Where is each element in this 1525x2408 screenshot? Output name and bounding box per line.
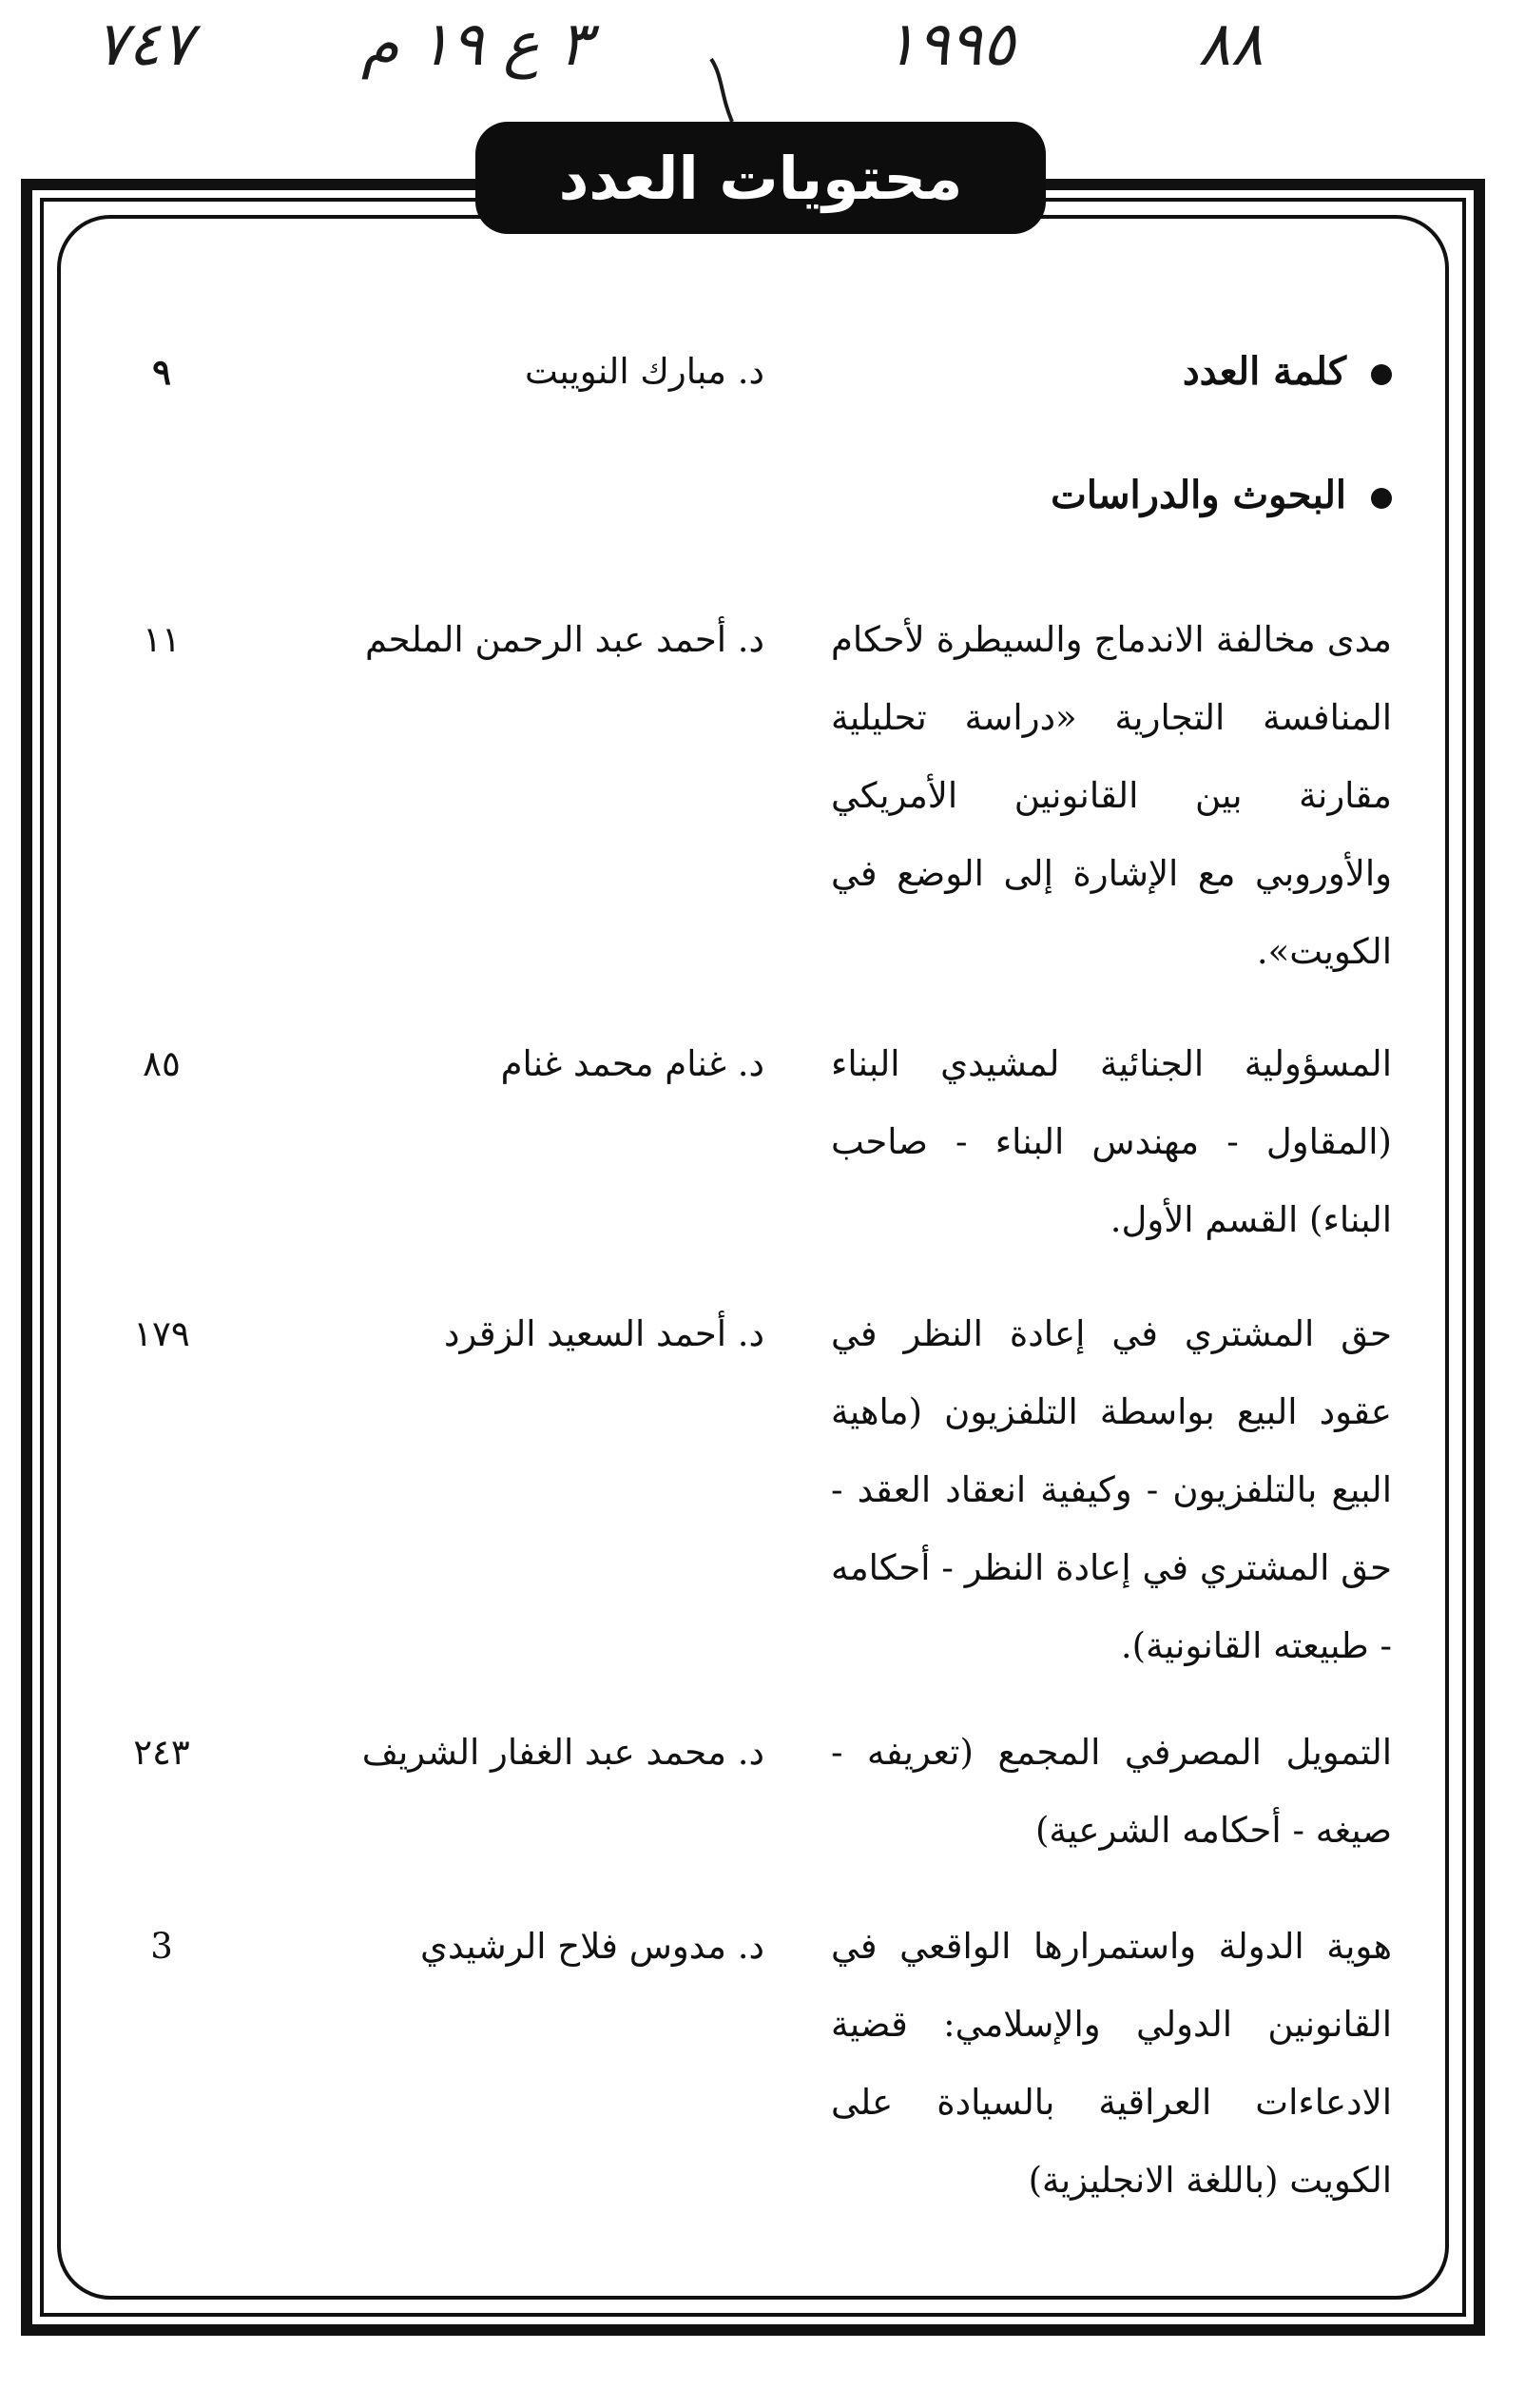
section-heading [1183, 333, 1392, 411]
pen-stroke-mark [704, 57, 742, 124]
handwritten-part: ٣ ع ١٩ م [361, 10, 591, 80]
section-heading [1051, 456, 1392, 534]
article-title: هوية الدولة واستمرارها الواقعي في القانونين الدولي والإسلامي: قضية الادعاءات العراقية بالسيادة على الكويت (باللغة الانجليزية) [831, 1926, 1392, 2201]
bullet-icon [1371, 488, 1392, 509]
toc-row-article [114, 1295, 1392, 1695]
article-title: حق المشتري في إعادة النظر في عقود البيع بواسطة التلفزيون (ماهية البيع بالتلفزيون - وكيفية انعقاد العقد - حق المشتري في إعادة النظر - أحكامه - طبيعته القانونية). [831, 1313, 1392, 1666]
page-number: ٢٤٣ [133, 1732, 190, 1773]
toc-row-editorial [114, 333, 1392, 411]
toc-row-article [114, 1908, 1392, 2231]
toc-row-article [114, 1714, 1392, 1875]
handwritten-annotation [0, 10, 1525, 114]
toc-row-article [114, 601, 1392, 1000]
handwritten-part: ٨٨ [1198, 10, 1264, 80]
author-name: د. أحمد عبد الرحمن الملحم [364, 619, 764, 660]
author-name: د. غنام محمد غنام [500, 1043, 764, 1084]
article-title: التمويل المصرفي المجمع (تعريفه - صيغه - أحكامه الشرعية) [831, 1732, 1392, 1851]
page-number: ١١ [143, 619, 181, 660]
bullet-icon [1371, 364, 1392, 385]
page-title: محتويات العدد [475, 122, 1046, 234]
toc-row-article [114, 1025, 1392, 1272]
article-title: مدى مخالفة الاندماج والسيطرة لأحكام المنافسة التجارية «دراسة تحليلية مقارنة بين القانونين الأمريكي والأوروبي مع الإشارة إلى الوضع في الكويت». [831, 619, 1392, 972]
toc-row-section [114, 456, 1392, 534]
author-name: د. أحمد السعيد الزقرد [443, 1313, 764, 1354]
page-number: ٩ [152, 351, 171, 393]
page-number: ٨٥ [143, 1043, 181, 1084]
author-name: د. محمد عبد الغفار الشريف [361, 1732, 764, 1773]
page-number: 3 [150, 1926, 173, 1967]
handwritten-part: ١٩٩٥ [884, 10, 1015, 80]
section-label: كلمة العدد [1182, 349, 1346, 394]
author-name: د. مدوس فلاح الرشيدي [420, 1926, 764, 1967]
author-name: د. مبارك النويبت [524, 351, 764, 392]
page-number: ١٧٩ [133, 1313, 190, 1354]
article-title: المسؤولية الجنائية لمشيدي البناء (المقاول - مهندس البناء - صاحب البناء) القسم الأول. [831, 1043, 1392, 1240]
handwritten-part: ٧٤٧ [95, 10, 194, 80]
section-label: البحوث والدراسات [1051, 473, 1346, 517]
